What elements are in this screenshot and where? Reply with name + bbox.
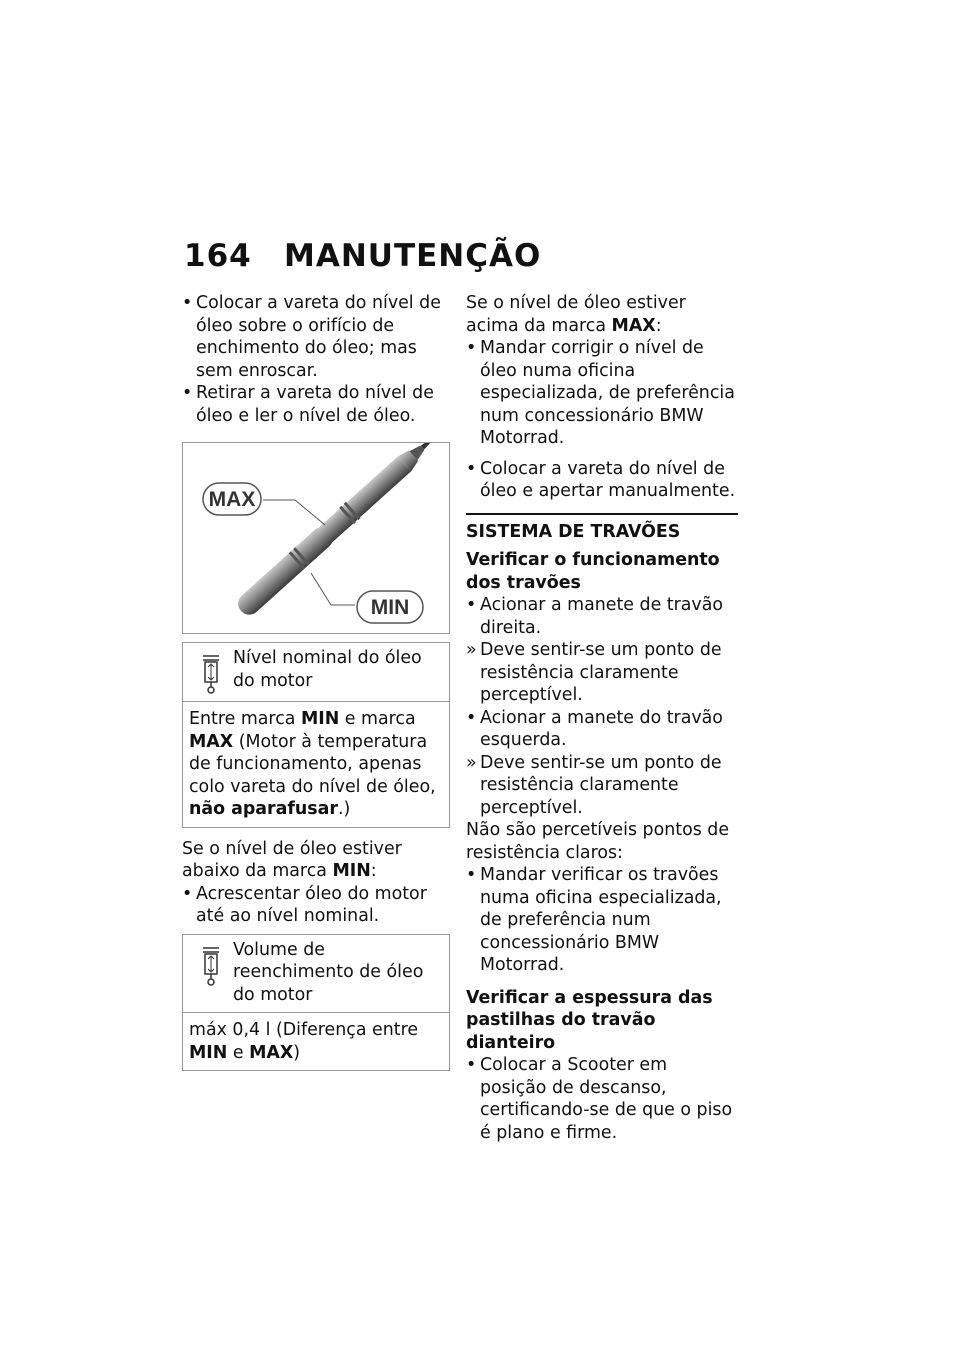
spec-value bbox=[183, 702, 449, 827]
step-correct-level: • Mandar corrigir o nível de óleo numa oficina especializada, de preferência num concessionário BMW Motorrad. bbox=[466, 337, 738, 450]
spec-header bbox=[183, 643, 449, 702]
min-mark: MIN bbox=[300, 709, 340, 729]
step-add-oil: • Acrescentar óleo do motor até ao nível nominal. bbox=[182, 883, 450, 928]
dipstick-figure bbox=[182, 442, 450, 634]
spec-text: Entre marca bbox=[189, 709, 301, 729]
spec-refill-volume bbox=[182, 934, 450, 1072]
page-number: 164 bbox=[184, 238, 252, 274]
spec-nominal-oil-level bbox=[182, 642, 450, 828]
dipstick-illustration bbox=[183, 443, 449, 633]
max-mark: MAX bbox=[249, 1042, 294, 1063]
min-mark: MIN bbox=[332, 861, 371, 881]
colon: : bbox=[370, 861, 377, 881]
step-left-lever: • Acionar a manete do travão esquerda. bbox=[466, 707, 738, 752]
result-right-lever: » Deve sentir-se um ponto de resistência claramente perceptível. bbox=[466, 639, 738, 707]
subsection-brake-function: Verificar o funcionamento dos travões bbox=[466, 550, 720, 593]
subsection-brake-pads: Verificar a espessura das pastilhas do travão dianteiro bbox=[466, 987, 713, 1053]
above-max-condition bbox=[466, 292, 738, 337]
spec-value bbox=[183, 1013, 449, 1070]
spec-header bbox=[183, 935, 449, 1014]
spec-text: .) bbox=[337, 799, 351, 819]
step-right-lever: • Acionar a manete de travão direita. bbox=[466, 594, 738, 639]
max-mark: MAX bbox=[611, 315, 656, 336]
spec-text: (Motor à temperatura de funcionamento, apenas colo vareta do nível de óleo, bbox=[189, 731, 436, 797]
right-column bbox=[466, 292, 738, 1144]
condition-text: Se o nível de óleo estiver abaixo da marca bbox=[182, 838, 402, 881]
spec-text: e bbox=[227, 1042, 250, 1063]
min-mark: MIN bbox=[189, 1042, 228, 1063]
spec-text: e marca bbox=[339, 709, 416, 729]
min-label: MIN bbox=[370, 596, 410, 619]
page-header bbox=[184, 238, 541, 274]
result-left-lever: » Deve sentir-se um ponto de resistência claramente perceptível. bbox=[466, 752, 738, 820]
no-resistance-condition: Não são percetíveis pontos de resistência claros: bbox=[466, 820, 730, 863]
section-title-brakes: SISTEMA DE TRAVÕES bbox=[466, 521, 681, 542]
step-read-level: • Retirar a vareta do nível de óleo e ler o nível de óleo. bbox=[182, 382, 450, 427]
condition-text: Se o nível de óleo estiver acima da marca bbox=[466, 293, 686, 336]
oil-level-icon bbox=[197, 651, 227, 695]
max-mark: MAX bbox=[189, 731, 234, 752]
do-not-screw-note: não aparafusar bbox=[189, 799, 338, 819]
spec-title: Volume de reenchimento de óleo do motor bbox=[233, 939, 424, 1005]
step-tighten-dipstick: • Colocar a vareta do nível de óleo e apertar manualmente. bbox=[466, 458, 738, 503]
left-column bbox=[182, 292, 450, 1081]
below-min-condition bbox=[182, 838, 450, 883]
step-check-brakes-workshop: • Mandar verificar os travões numa oficina especializada, de preferência num concessionário BMW Motorrad. bbox=[466, 864, 738, 977]
colon: : bbox=[655, 315, 662, 336]
page-title: MANUTENÇÃO bbox=[284, 238, 542, 274]
spec-text: máx 0,4 l (Diferença entre bbox=[189, 1020, 419, 1040]
max-label: MAX bbox=[208, 488, 256, 511]
step-place-dipstick: • Colocar a vareta do nível de óleo sobre o orifício de enchimento do óleo; mas sem enroscar. bbox=[182, 292, 450, 382]
spec-title: Nível nominal do óleo do motor bbox=[233, 648, 422, 691]
spec-text: ) bbox=[293, 1042, 301, 1063]
section-divider bbox=[466, 513, 738, 515]
oil-level-icon bbox=[197, 943, 227, 987]
step-stand-position: • Colocar a Scooter em posição de descanso, certificando-se de que o piso é plano e firme. bbox=[466, 1054, 738, 1144]
